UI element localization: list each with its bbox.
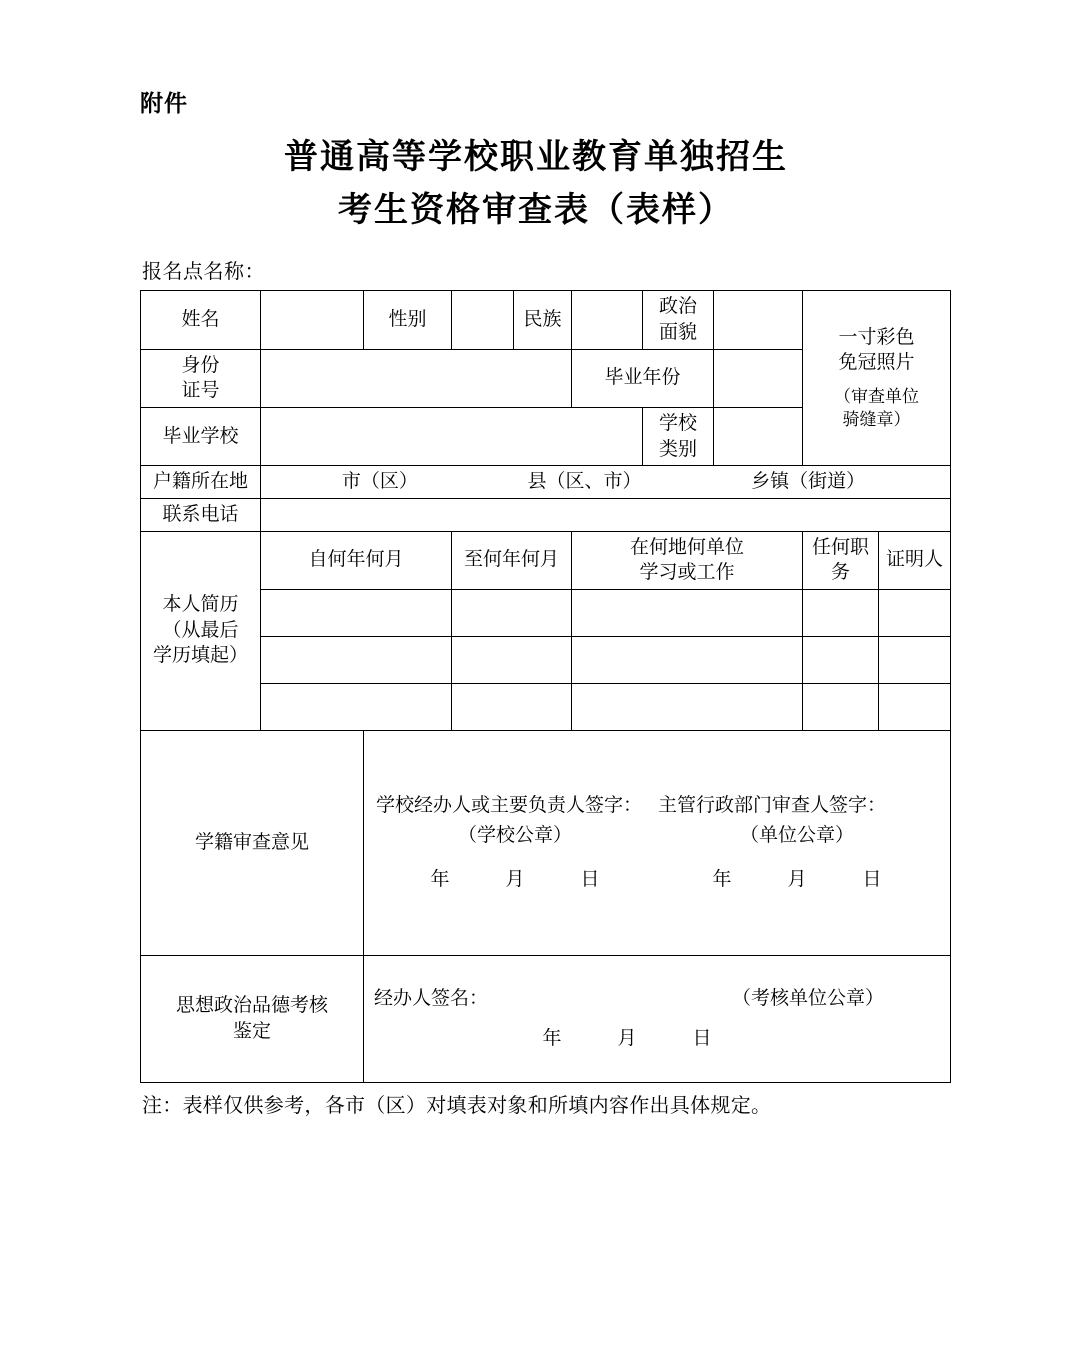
resume-col-witness: 证明人 [879,531,951,589]
footer-note: 注：表样仅供参考，各市（区）对填表对象和所填内容作出具体规定。 [142,1094,772,1117]
field-graduation-school[interactable] [261,407,643,465]
resume-cell-place[interactable] [572,589,803,636]
label-graduation-school: 毕业学校 [141,407,261,465]
review-signature-row [368,793,946,848]
table-row-resume-header [141,531,951,589]
label-resume-line3: 学历填起） [152,645,248,667]
label-school-type-line1: 学校 [658,412,697,434]
resume-cell-place[interactable] [572,683,803,730]
resume-cell-witness[interactable] [879,636,951,683]
review-signature-school [374,793,656,848]
photo-line-3: （审查单位 [834,387,919,406]
review-date-department-month: 月 [787,868,807,890]
resume-cell-witness[interactable] [879,683,951,730]
label-resume [141,531,261,730]
label-id-number-line2: 证号 [181,380,220,402]
label-name: 姓名 [141,291,261,349]
moral-date-year: 年 [542,1027,562,1049]
resume-cell-to[interactable] [452,589,572,636]
resume-cell-to[interactable] [452,636,572,683]
table-row-phone [141,498,951,531]
qualification-review-table [140,290,951,1082]
photo-line-2: 免冠照片 [838,352,915,374]
review-date-school [374,849,656,893]
household-town: 乡镇（街道） [751,471,866,493]
resume-col-place-line2: 学习或工作 [639,562,735,584]
household-county: 县（区、市） [527,471,642,493]
review-date-school-year: 年 [430,868,450,890]
label-moral-line1: 思想政治品德考核 [175,995,328,1017]
resume-col-place [572,531,803,589]
label-review-opinion: 学籍审查意见 [141,730,364,955]
field-gender[interactable] [452,291,514,349]
page-title [140,132,950,237]
field-ethnicity[interactable] [572,291,643,349]
review-date-row [368,849,946,893]
moral-date-month: 月 [617,1027,637,1049]
label-resume-line2: （从最后 [162,619,239,641]
review-date-department [656,849,938,893]
resume-cell-position[interactable] [803,636,879,683]
registration-point-label: 报名点名称： [142,261,265,284]
resume-cell-from[interactable] [261,683,452,730]
review-date-department-year: 年 [712,868,732,890]
table-row-resume-entry [141,589,951,636]
label-school-type [643,407,714,465]
photo-line-1: 一寸彩色 [838,326,915,348]
field-moral-assessment[interactable] [364,955,951,1082]
resume-col-from: 自何年何月 [261,531,452,589]
label-resume-line1: 本人简历 [162,594,239,616]
label-graduation-year: 毕业年份 [572,349,714,407]
photo-gap [807,376,946,386]
resume-cell-place[interactable] [572,636,803,683]
table-row-resume-entry [141,636,951,683]
table-row-basic-1 [141,291,951,349]
label-id-number [141,349,261,407]
label-political-status [643,291,714,349]
resume-cell-from[interactable] [261,636,452,683]
title-line-2: 考生资格审查表（表样） [338,191,734,229]
resume-cell-position[interactable] [803,683,879,730]
review-date-school-parts [374,867,656,893]
field-phone[interactable] [261,498,951,531]
resume-cell-witness[interactable] [879,589,951,636]
review-signature-department [656,793,938,848]
review-date-school-day: 日 [580,868,600,890]
resume-cell-to[interactable] [452,683,572,730]
label-phone: 联系电话 [141,498,261,531]
field-name[interactable] [261,291,364,349]
title-line-1: 普通高等学校职业教育单独招生 [284,139,788,176]
table-row-household [141,466,951,499]
review-date-department-parts [656,867,938,893]
label-id-number-line1: 身份 [181,354,220,376]
field-id-number[interactable] [261,349,572,407]
table-row-moral-assessment [141,955,951,1082]
label-political-status-line1: 政治 [658,296,697,318]
label-moral-line2: 鉴定 [232,1020,271,1042]
household-parts [261,469,946,495]
field-graduation-year[interactable] [714,349,803,407]
label-household: 户籍所在地 [141,466,261,499]
resume-cell-from[interactable] [261,589,452,636]
field-review-opinion[interactable] [364,730,951,955]
label-ethnicity: 民族 [514,291,572,349]
resume-cell-position[interactable] [803,589,879,636]
label-political-status-line2: 面貌 [658,322,697,344]
label-school-type-line2: 类别 [658,438,697,460]
household-city: 市（区） [341,471,418,493]
field-household[interactable] [261,466,951,499]
label-moral-assessment [141,955,364,1082]
resume-col-to: 至何年何月 [452,531,572,589]
field-political-status[interactable] [714,291,803,349]
review-date-department-day: 日 [862,868,882,890]
attachment-label: 附件 [140,90,188,116]
review-department-seal-label: （单位公章） [739,824,854,846]
photo-line-4: 骑缝章） [842,409,911,429]
review-school-signer-label: 学校经办人或主要负责人签字： [376,795,643,817]
review-department-signer-label: 主管行政部门审查人签字： [658,795,887,817]
label-gender: 性别 [364,291,452,349]
moral-date-row [368,1026,946,1052]
table-row-review-opinion [141,730,951,955]
moral-date-day: 日 [692,1027,712,1049]
moral-signer-label: 经办人签名： [374,988,489,1010]
resume-col-position: 任何职务 [803,531,879,589]
photo-placeholder[interactable] [803,291,951,466]
field-school-type[interactable] [714,407,803,465]
moral-signature-row [368,986,946,1012]
resume-col-place-line1: 在何地何单位 [629,536,744,558]
moral-seal-label: （考核单位公章） [731,988,884,1010]
review-date-school-month: 月 [505,868,525,890]
review-school-seal-label: （学校公章） [457,824,572,846]
table-row-resume-entry [141,683,951,730]
